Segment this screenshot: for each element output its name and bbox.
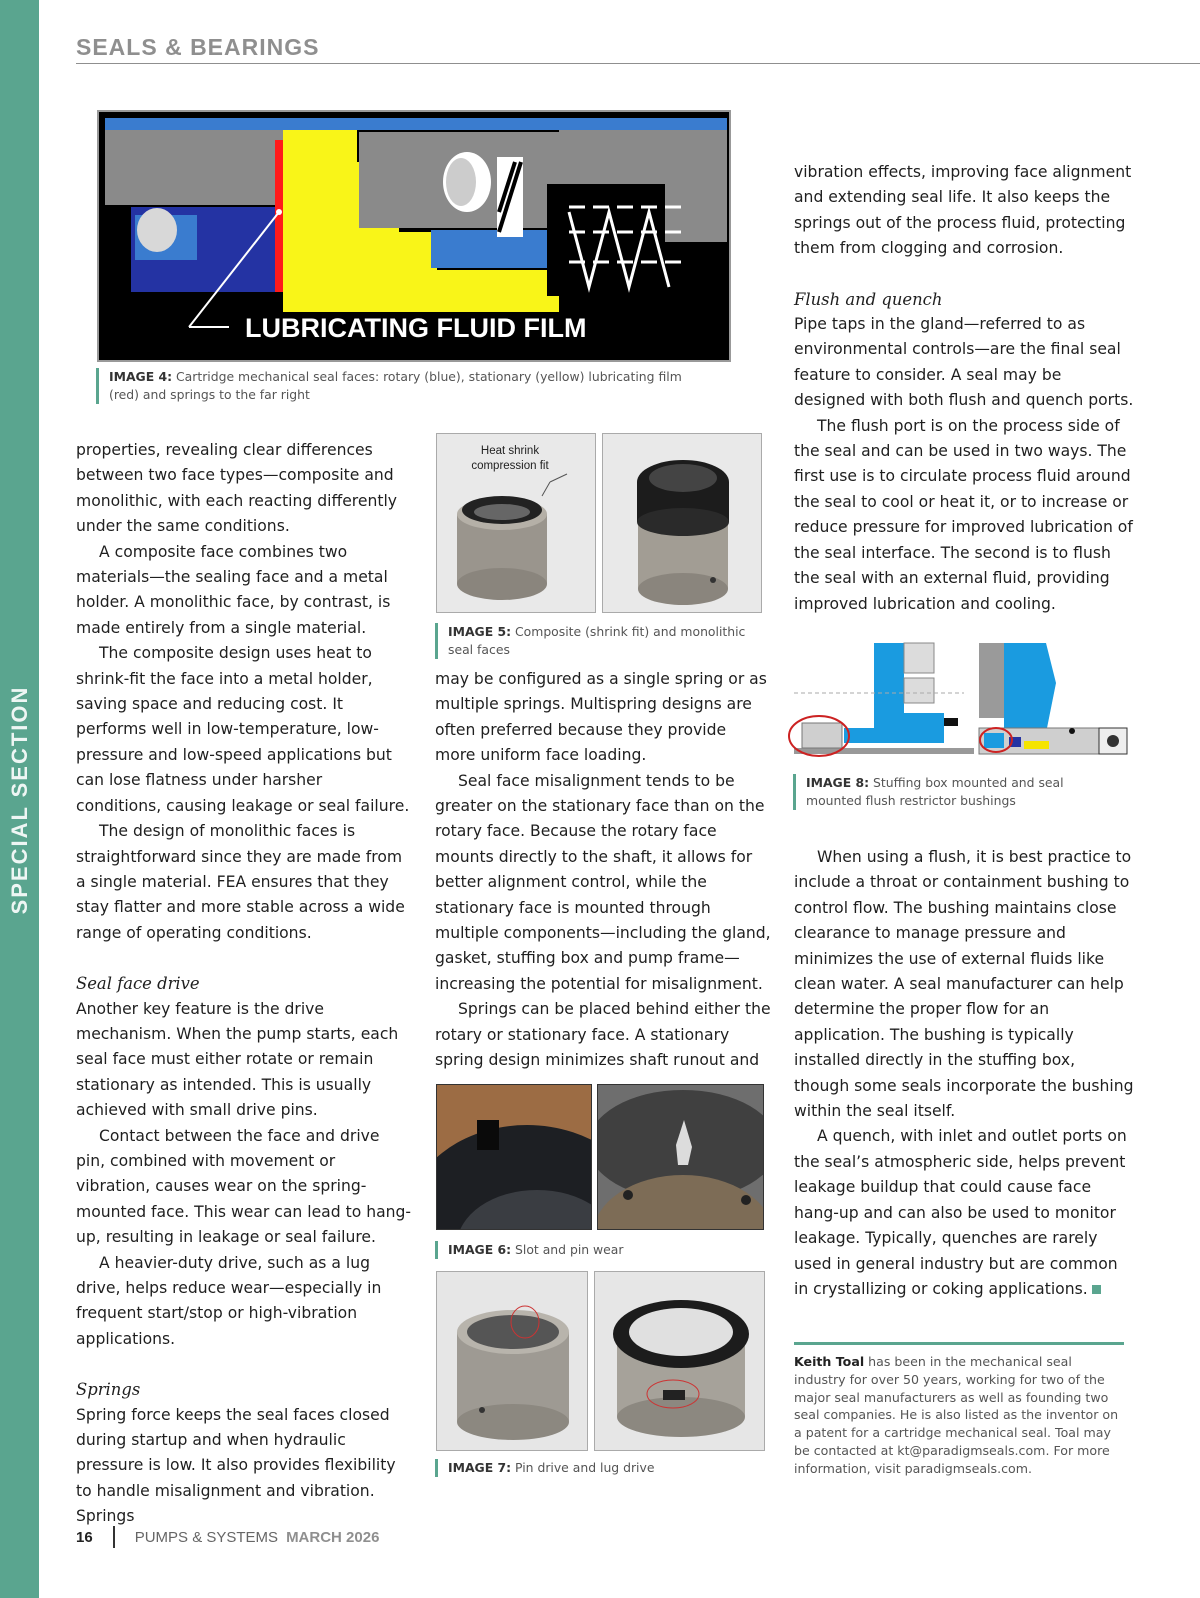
footer-divider bbox=[113, 1526, 115, 1548]
col3-paragraph: When using a flush, it is best practice to include a throat or containment bushing to control flow. The bushing maintains close clearance to manage pressure and minimizes the use of external fluids like clean water. A seal manufacturer can help determine the proper flow for an application. The bushing is typically installed directly in the stuffing box, though some seals incorporate the bushing within the seal itself. bbox=[794, 848, 1134, 1121]
figure5-caption bbox=[435, 623, 755, 659]
figure6-photo-pin-wear bbox=[597, 1084, 764, 1230]
col1-paragraph: properties, revealing clear differences between two face types—composite and monolithic, with each reacting differently under the same conditions. bbox=[76, 441, 398, 536]
col1-paragraph: The design of monolithic faces is straightforward since they are made from a single material. FEA ensures that they stay flatter and more stable across a wide range of operating conditions. bbox=[76, 822, 405, 942]
figure4-seal-diagram bbox=[97, 110, 731, 362]
figure5-photo-monolithic bbox=[602, 433, 762, 613]
col1-paragraph: Spring force keeps the seal faces closed during startup and when hydraulic pressure is low. It also provides flexibility to handle misalignment and vibration. Springs bbox=[76, 1405, 396, 1526]
author-bio-text: has been in the mechanical seal industry for over 50 years, working for two of the major seal manufacturers as well as founding two seal companies. He is also listed as the inventor on a patent for a cartridge mechanical seal. Toal may be contacted at kt@paradigmseals.com. For more information, visit paradigmseals.com. bbox=[794, 1354, 1119, 1476]
figure8-caption bbox=[793, 774, 1123, 810]
column-3-continued bbox=[794, 845, 1134, 1302]
side-label-text: SPECIAL SECTION bbox=[6, 685, 32, 915]
column-3 bbox=[794, 160, 1134, 617]
col3-paragraph bbox=[794, 1124, 1134, 1302]
subhead-springs: Springs bbox=[76, 1380, 141, 1400]
figure8-caption-text: Stuffing box mounted and seal mounted flush restrictor bushings bbox=[806, 775, 1064, 808]
figure7-photo-lug-drive bbox=[594, 1271, 765, 1451]
column-2 bbox=[435, 667, 771, 1074]
header-rule bbox=[76, 63, 1200, 64]
figure8-bushing-diagrams bbox=[784, 633, 1134, 767]
figure6-photo-slot-wear bbox=[436, 1084, 592, 1230]
figure6-caption-text: Slot and pin wear bbox=[515, 1242, 624, 1257]
page-number: 16 bbox=[76, 1528, 93, 1546]
col1-paragraph: Another key feature is the drive mechanism. When the pump starts, each seal face must either rotate or remain stationary as intended. This is usually achieved with small drive pins. bbox=[76, 999, 399, 1120]
section-header: SEALS & BEARINGS bbox=[76, 34, 320, 60]
figure5-photo-composite bbox=[436, 433, 596, 613]
col3-paragraph: The flush port is on the process side of the seal and can be used in two ways. The first use is to circulate process fluid around the seal to cool or heat it, or to increase or reduce pressure for improved lubrication of the seal interface. The second is to flush the seal with an external fluid, providing improved lubrication and cooling. bbox=[794, 416, 1133, 613]
col1-paragraph: The composite design uses heat to shrink-fit the face into a metal holder, saving space and reducing cost. It performs well in low-temperature, low-pressure and low-speed applications but can lose flatness under harsher conditions, causing leakage or seal failure. bbox=[76, 644, 410, 815]
col2-paragraph: Seal face misalignment tends to be greater on the stationary face than on the rotary face. Because the rotary face mounts directly to the shaft, it allows for better alignment control, while the stationary face is mounted through multiple components—including the gland, gasket, stuffing box and pump frame—increasing the potential for misalignment. bbox=[435, 771, 771, 993]
col1-paragraph: A heavier-duty drive, such as a lug drive, helps reduce wear—especially in frequent start/stop or high-vibration applications. bbox=[76, 1253, 382, 1348]
col1-paragraph: A composite face combines two materials—the sealing face and a metal holder. A monolithic face, by contrast, is made entirely from a single material. bbox=[76, 542, 391, 637]
figure4-caption-text: Cartridge mechanical seal faces: rotary (blue), stationary (yellow) lubricating film (red) and springs to the far right bbox=[109, 369, 682, 402]
subhead-flush-and-quench: Flush and quench bbox=[794, 289, 943, 309]
figure4-label: IMAGE 4: bbox=[109, 369, 173, 384]
page-footer bbox=[76, 1526, 379, 1548]
column-1 bbox=[76, 438, 412, 1530]
figure7-photo-pin-drive bbox=[436, 1271, 588, 1451]
figure7-caption bbox=[435, 1459, 755, 1477]
issue-date: MARCH 2026 bbox=[286, 1528, 380, 1546]
col3-paragraph: Pipe taps in the gland—referred to as environmental controls—are the final seal feature to consider. A seal may be designed with both flush and quench ports. bbox=[794, 315, 1134, 410]
figure5-caption-text: Composite (shrink fit) and monolithic seal faces bbox=[448, 624, 746, 657]
side-section-label bbox=[0, 680, 39, 920]
col3-paragraph-text: A quench, with inlet and outlet ports on the seal’s atmospheric side, helps prevent leakage buildup that could cause face hang-up and can also be used to monitor leakage. Typically, quenches are rarely used in general industry but are common in crystallizing or coking applications. bbox=[794, 1127, 1127, 1298]
author-bio bbox=[794, 1342, 1124, 1478]
figure7-label: IMAGE 7: bbox=[448, 1460, 512, 1475]
figure6-label: IMAGE 6: bbox=[448, 1242, 512, 1257]
figure6-caption bbox=[435, 1241, 755, 1259]
figure8-label: IMAGE 8: bbox=[806, 775, 870, 790]
author-name: Keith Toal bbox=[794, 1354, 865, 1369]
subhead-seal-face-drive: Seal face drive bbox=[76, 974, 200, 994]
figure7-caption-text: Pin drive and lug drive bbox=[515, 1460, 655, 1475]
col2-paragraph: may be configured as a single spring or as multiple springs. Multispring designs are often preferred because they provide more uniform face loading. bbox=[435, 670, 767, 765]
figure4-caption bbox=[96, 368, 706, 404]
col1-paragraph: Contact between the face and drive pin, combined with movement or vibration, causes wear on the spring-mounted face. This wear can lead to hang-up, resulting in leakage or seal failure. bbox=[76, 1126, 412, 1247]
col3-paragraph: vibration effects, improving face alignment and extending seal life. It also keeps the springs out of the process fluid, protecting them from clogging and corrosion. bbox=[794, 163, 1132, 258]
figure4-svg bbox=[99, 112, 731, 362]
figure4-inset-label: LUBRICATING FLUID FILM bbox=[245, 313, 587, 343]
figure5-callout: Heat shrink compression fit bbox=[471, 445, 549, 472]
article-end-mark bbox=[1092, 1285, 1101, 1294]
magazine-name: PUMPS & SYSTEMS bbox=[134, 1528, 279, 1546]
figure5-label: IMAGE 5: bbox=[448, 624, 512, 639]
col2-paragraph: Springs can be placed behind either the rotary or stationary face. A stationary spring design minimizes shaft runout and bbox=[435, 1000, 771, 1070]
